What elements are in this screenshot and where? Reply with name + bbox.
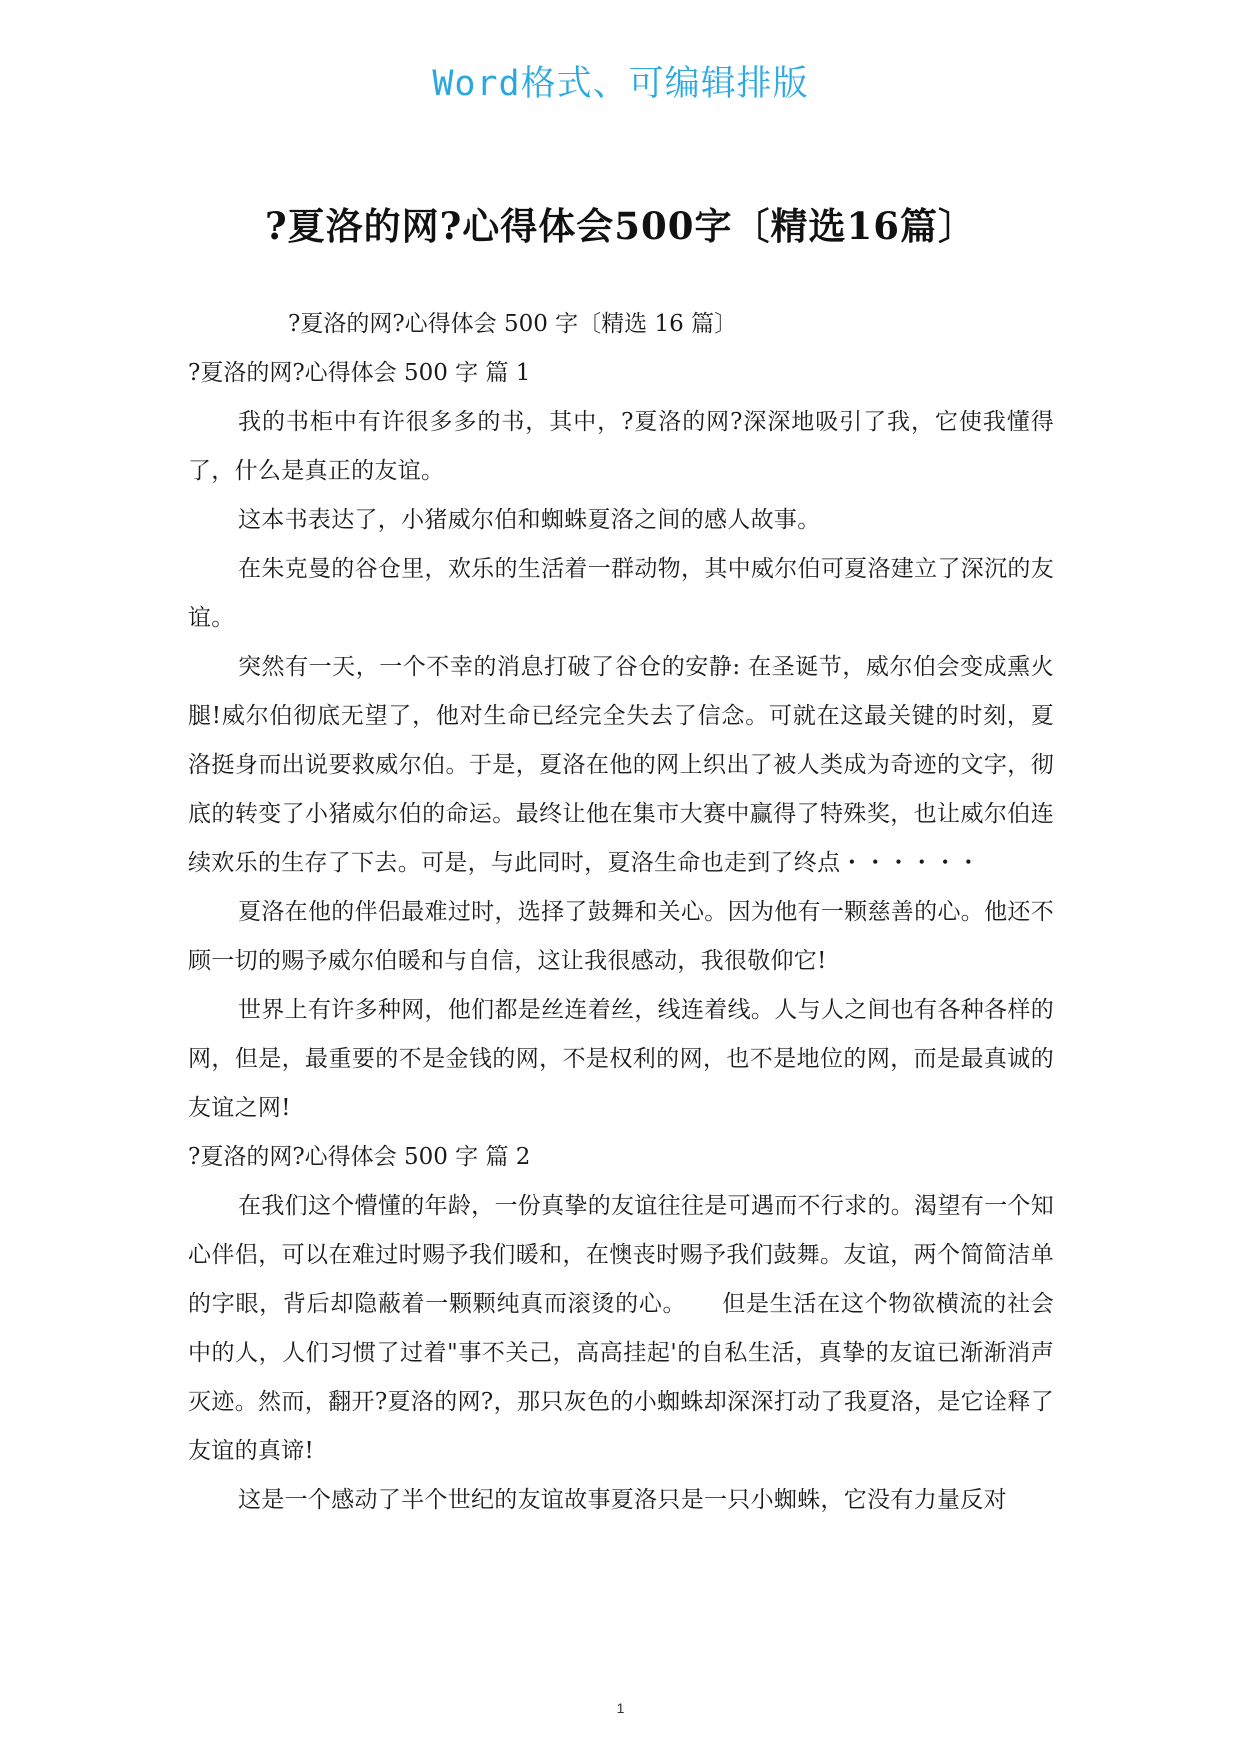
watermark-banner: Word格式、可编辑排版: [432, 64, 809, 104]
section-heading-2: ?夏洛的网?心得体会 500 字 篇 2: [188, 1144, 531, 1170]
paragraph: 世界上有许多种网，他们都是丝连着丝，线连着线。人与人之间也有各种各样的网，但是，最重要的不是金钱的网，不是权利的网，也不是地位的网，而是最真诚的友谊之网!: [188, 997, 1054, 1121]
document-body: [188, 300, 1054, 1525]
paragraph: 这本书表达了，小猪威尔伯和蜘蛛夏洛之间的感人故事。: [238, 507, 821, 533]
paragraph: 这是一个感动了半个世纪的友谊故事夏洛只是一只小蜘蛛，它没有力量反对: [238, 1487, 1007, 1513]
paragraph: 突然有一天，一个不幸的消息打破了谷仓的安静: 在圣诞节，威尔伯会变成熏火腿!威尔伯彻底无望了，他对生命已经完全失去了信念。可就在这最关键的时刻，夏洛挺身而出说要救威尔伯。于是，夏洛在他的网上织出了被人类成为奇迹的文字，彻底的转变了小猪威尔伯的命运。最终让他在集市大赛中赢得了特殊奖，也让威尔伯连续欢乐的生存了下去。可是，与此同时，夏洛生命也走到了终点・・・・・・: [188, 654, 1054, 876]
document-subtitle: ?夏洛的网?心得体会 500 字〔精选 16 篇〕: [288, 311, 738, 337]
paragraph: 在我们这个懵懂的年龄，一份真挚的友谊往往是可遇而不行求的。渴望有一个知心伴侣，可以在难过时赐予我们暖和，在懊丧时赐予我们鼓舞。友谊，两个简简洁单的字眼，背后却隐蔽着一颗颗纯真而滚烫的心。 但是生活在这个物欲横流的社会中的人，人们习惯了过着"事不关己，高高挂起'的自私生活，真挚的友谊已渐渐消声灭迹。然而，翻开?夏洛的网?，那只灰色的小蜘蛛却深深打动了我夏洛，是它诠释了友谊的真谛!: [188, 1193, 1054, 1464]
paragraph: 在朱克曼的谷仓里，欢乐的生活着一群动物，其中威尔伯可夏洛建立了深沉的友谊。: [188, 556, 1054, 631]
paragraph: 我的书柜中有许很多多的书，其中，?夏洛的网?深深地吸引了我，它使我懂得了，什么是真正的友谊。: [188, 409, 1054, 484]
page-number: 1: [616, 1700, 625, 1716]
section-heading-1: ?夏洛的网?心得体会 500 字 篇 1: [188, 360, 531, 386]
document-title: ?夏洛的网?心得体会500字〔精选16篇〕: [264, 204, 977, 248]
paragraph: 夏洛在他的伴侣最难过时，选择了鼓舞和关心。因为他有一颗慈善的心。他还不顾一切的赐予威尔伯暖和与自信，这让我很感动，我很敬仰它!: [188, 899, 1054, 974]
